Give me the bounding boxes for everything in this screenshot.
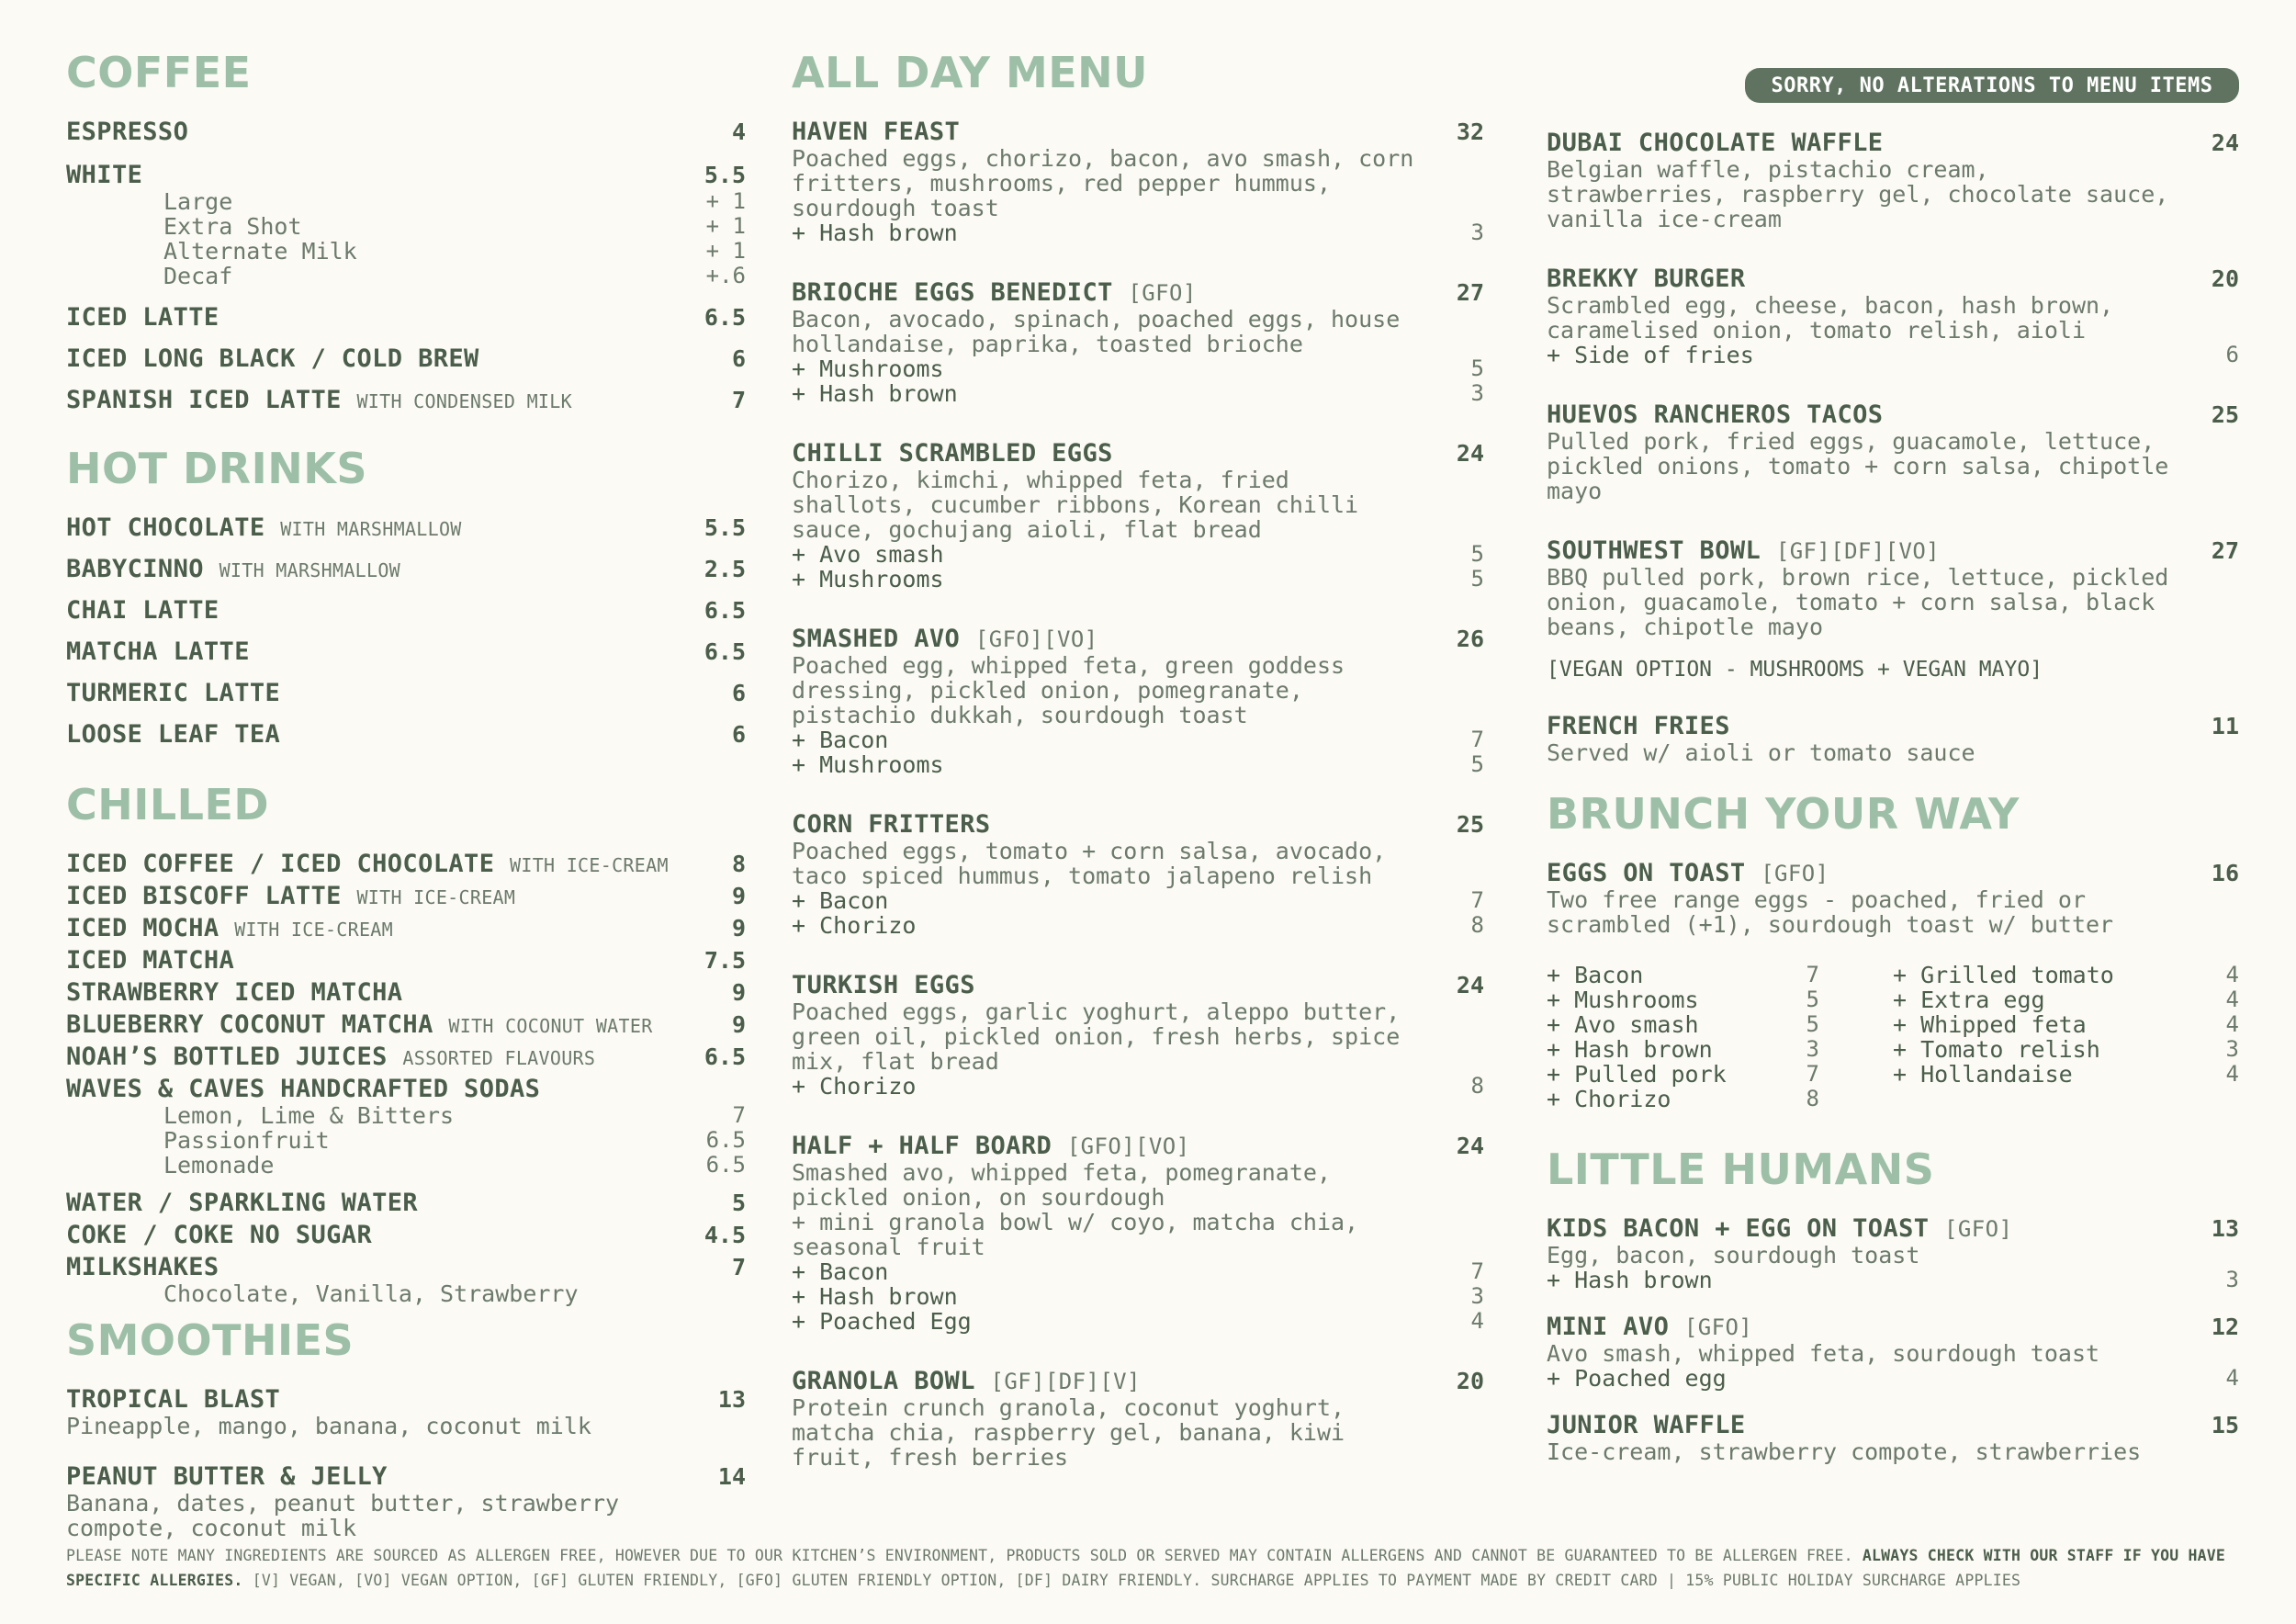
addon-price: 3 (1470, 1283, 1484, 1309)
addon (1547, 1062, 1819, 1087)
menu-item (66, 720, 746, 749)
menu-item (66, 882, 746, 910)
item-price: 13 (717, 1386, 746, 1413)
menu-item-brioche-eggs-benedict (792, 278, 1484, 406)
menu-item-junior-waffle (1547, 1411, 2239, 1464)
item-price: 24 (1456, 1133, 1484, 1159)
item-name: ICED LATTE (66, 303, 219, 332)
right-column (1547, 129, 2239, 1464)
item-name: JUNIOR WAFFLE (1547, 1411, 1746, 1439)
item-price: 12 (2211, 1314, 2239, 1340)
addon-label: + Bacon (792, 727, 889, 753)
sub-option (66, 1281, 746, 1306)
dietary-tag: [GFO] (1128, 280, 1197, 306)
chilled-list (66, 850, 746, 1306)
menu-item (66, 946, 746, 975)
menu-item-water (66, 1189, 746, 1217)
item-name: MATCHA LATTE (66, 637, 250, 666)
menu-item-corn-fritters (792, 810, 1484, 938)
addon-price: 5 (1806, 987, 1819, 1012)
menu-item-granola-bowl (792, 1367, 1484, 1470)
addon-label: + Hash brown (1547, 1036, 1713, 1063)
item-price: 6 (731, 345, 746, 372)
item-name-text: BRIOCHE EGGS BENEDICT (792, 278, 1113, 307)
menu-item-french-fries (1547, 712, 2239, 765)
item-price: 8 (731, 851, 746, 877)
section-title-little-humans: LITTLE HUMANS (1547, 1145, 1935, 1194)
vegan-option-note: [VEGAN OPTION - MUSHROOMS + VEGAN MAYO] (1547, 658, 2043, 682)
item-description: Chorizo, kimchi, whipped feta, fried shallots, cucumber ribbons, Korean chilli sauce, gochujang aioli, flat bread (792, 467, 1359, 543)
item-price: 9 (731, 1011, 746, 1038)
addon-price: 4 (2225, 962, 2239, 987)
item-name-text: NOAH’S BOTTLED JUICES (66, 1043, 388, 1071)
item-name-text: SPANISH ICED LATTE (66, 386, 342, 414)
addon-label: + Side of fries (1547, 342, 1754, 368)
sub-label: Alternate Milk (163, 238, 357, 265)
addon-label: + Bacon (1547, 962, 1644, 988)
menu-item-chilli-scrambled-eggs (792, 439, 1484, 592)
item-description: Pulled pork, fried eggs, guacamole, lettuce, pickled onions, tomato + corn salsa, chipotle mayo (1547, 428, 2169, 504)
item-name: FRENCH FRIES (1547, 712, 1730, 740)
section-title-hot-drinks: HOT DRINKS (66, 444, 367, 493)
item-price: 20 (1456, 1368, 1484, 1394)
item-description: Served w/ aioli or tomato sauce (1547, 739, 1975, 766)
sub-price: 6.5 (705, 1152, 746, 1178)
menu-item-iced-latte (66, 303, 746, 332)
item-description: Poached eggs, chorizo, bacon, avo smash, corn fritters, mushrooms, red pepper hummus, sourdough toast (792, 145, 1414, 221)
dietary-tag: [GFO] (1683, 1314, 1753, 1340)
addon-price: 4 (2225, 987, 2239, 1012)
menu-item (66, 1010, 746, 1039)
item-description: Poached egg, whipped feta, green goddess dressing, pickled onion, pomegranate, pistachio dukkah, sourdough toast (792, 652, 1345, 728)
addon (1893, 987, 2239, 1012)
item-price: 5.5 (703, 162, 746, 188)
item-name-text: SMASHED AVO (792, 625, 961, 653)
addon-price: 3 (2225, 1267, 2239, 1292)
item-price: 16 (2211, 860, 2239, 886)
addon-label: + Poached Egg (792, 1308, 972, 1335)
item-price: 9 (731, 915, 746, 942)
item-name-text: ICED BISCOFF LATTE (66, 882, 342, 910)
item-name-text: KIDS BACON + EGG ON TOAST (1547, 1214, 1930, 1243)
addon-label: + Tomato relish (1893, 1036, 2100, 1063)
item-name (792, 1367, 1141, 1395)
item-note: ASSORTED FLAVOURS (402, 1047, 596, 1069)
item-description: Scrambled egg, cheese, bacon, hash brown, caramelised onion, tomato relish, aioli (1547, 292, 2114, 344)
addon-label: + Mushrooms (792, 751, 944, 778)
brunch-addons-grid (1547, 963, 2239, 1111)
item-description: Belgian waffle, pistachio cream, strawberries, raspberry gel, chocolate sauce, vanilla ice-cream (1547, 156, 2169, 232)
dietary-tag: [GFO] (1761, 861, 1829, 886)
item-name: CHAI LATTE (66, 596, 219, 625)
addon (792, 356, 1484, 381)
item-note: WITH ICE-CREAM (510, 854, 669, 876)
section-title-coffee: COFFEE (66, 48, 252, 97)
item-name (66, 914, 393, 942)
item-price: 9 (731, 883, 746, 909)
addon-label: + Hash brown (792, 1283, 958, 1310)
addon-price: 8 (1806, 1086, 1819, 1111)
item-name: LOOSE LEAF TEA (66, 720, 281, 749)
item-name: WHITE (66, 161, 143, 189)
item-price: 13 (2211, 1215, 2239, 1242)
addon (792, 1284, 1484, 1309)
menu-item-brekky-burger (1547, 265, 2239, 367)
sub-label: Passionfruit (163, 1127, 330, 1154)
menu-item (66, 555, 746, 583)
item-name: TURKISH EGGS (792, 971, 975, 999)
addon (792, 542, 1484, 567)
addon-price: 4 (2225, 1365, 2239, 1391)
menu-item-espresso (66, 118, 746, 146)
addon (792, 752, 1484, 777)
addon-price: 7 (1470, 1258, 1484, 1284)
item-name-text: ICED COFFEE / ICED CHOCOLATE (66, 850, 495, 878)
addon-price: 3 (1470, 220, 1484, 245)
item-name (1547, 859, 1829, 887)
sub-label: Extra Shot (163, 213, 302, 240)
sub-option (66, 1103, 746, 1128)
item-price: 27 (2211, 537, 2239, 564)
menu-item (66, 850, 746, 878)
sub-price: + 1 (705, 238, 746, 264)
menu-item-sodas (66, 1075, 746, 1178)
all-day-menu-column (792, 48, 1484, 1471)
sub-label: Lemon, Lime & Bitters (163, 1102, 455, 1129)
section-title-chilled: CHILLED (66, 780, 270, 829)
no-alterations-banner: SORRY, NO ALTERATIONS TO MENU ITEMS (1745, 68, 2239, 103)
item-name: BREKKY BURGER (1547, 265, 1746, 293)
addon-price: 5 (1470, 751, 1484, 777)
item-note: WITH MARSHMALLOW (280, 518, 462, 540)
item-name (66, 513, 462, 542)
addon-label: + Chorizo (792, 1073, 917, 1100)
item-description: Ice-cream, strawberry compote, strawberries (1547, 1438, 2142, 1465)
addon-label: + Mushrooms (792, 566, 944, 592)
addon (1893, 963, 2239, 987)
item-name: ICED MATCHA (66, 946, 235, 975)
item-name (1547, 536, 1940, 565)
item-description: Smashed avo, whipped feta, pomegranate, pickled onion, on sourdough (792, 1159, 1331, 1211)
addon-price: 3 (1806, 1036, 1819, 1062)
dietary-tag: [GFO] (1944, 1216, 2013, 1242)
item-price: 27 (1456, 279, 1484, 306)
item-description: Egg, bacon, sourdough toast (1547, 1242, 1920, 1269)
section-title-smoothies: SMOOTHIES (66, 1315, 355, 1365)
addon-label: + Hollandaise (1893, 1061, 2073, 1088)
brunch-addons-left (1547, 963, 1893, 1111)
item-price: 14 (717, 1463, 746, 1490)
menu-item-eggs-on-toast (1547, 859, 2239, 937)
dietary-tag: [GF][DF][V] (990, 1369, 1141, 1394)
addon-price: 7 (1806, 962, 1819, 987)
item-price: 5 (731, 1190, 746, 1216)
section-title-brunch-your-way: BRUNCH YOUR WAY (1547, 789, 2020, 839)
sub-label: Lemonade (163, 1152, 275, 1179)
section-title-all-day-menu: ALL DAY MENU (792, 48, 1148, 97)
addon-price: 7 (1470, 887, 1484, 913)
sub-option (66, 1153, 746, 1178)
item-price: 7 (731, 1254, 746, 1280)
addon (1547, 1012, 1819, 1037)
addon-price: 5 (1470, 541, 1484, 567)
item-note: WITH ICE-CREAM (234, 919, 393, 941)
item-price: 24 (1456, 972, 1484, 998)
addon-label: + Hash brown (792, 220, 958, 246)
addon-price: 8 (1470, 912, 1484, 938)
item-note: WITH MARSHMALLOW (219, 559, 401, 581)
menu-item-turkish-eggs (792, 971, 1484, 1099)
sub-price: 6.5 (705, 1127, 746, 1153)
addon-label: + Hash brown (792, 380, 958, 407)
addon-label: + Whipped feta (1893, 1011, 2087, 1038)
item-name (66, 882, 515, 910)
item-name (66, 850, 669, 878)
item-description: Poached eggs, garlic yoghurt, aleppo butter, green oil, pickled onion, fresh herbs, spice mix, flat bread (792, 998, 1401, 1075)
item-name-text: BLUEBERRY COCONUT MATCHA (66, 1010, 433, 1039)
item-name: TURMERIC LATTE (66, 679, 281, 707)
sub-option (66, 239, 746, 264)
item-name: STRAWBERRY ICED MATCHA (66, 978, 403, 1007)
addon-price: 7 (1806, 1061, 1819, 1087)
menu-item (66, 978, 746, 1007)
item-name (66, 555, 400, 583)
item-name: DUBAI CHOCOLATE WAFFLE (1547, 129, 1884, 157)
menu-item (66, 914, 746, 942)
item-name: ICED LONG BLACK / COLD BREW (66, 344, 479, 373)
menu-item-tropical-blast (66, 1385, 746, 1438)
item-name: CORN FRITTERS (792, 810, 991, 839)
addon (1547, 987, 1819, 1012)
menu-item-peanut-butter-jelly (66, 1462, 746, 1540)
item-price: 5.5 (703, 514, 746, 541)
item-name-text: HOT CHOCOLATE (66, 513, 265, 542)
menu-item-milkshakes (66, 1253, 746, 1306)
dietary-tag: [GFO][VO] (974, 626, 1098, 652)
addon-label: + Bacon (792, 1258, 889, 1285)
item-extra: + mini granola bowl w/ coyo, matcha chia, seasonal fruit (792, 1209, 1359, 1260)
sub-option (66, 1128, 746, 1153)
addon (1547, 963, 1819, 987)
item-name: CHILLI SCRAMBLED EGGS (792, 439, 1113, 468)
sub-label: Decaf (163, 263, 233, 289)
item-description: Poached eggs, tomato + corn salsa, avocado, taco spiced hummus, tomato jalapeno relish (792, 838, 1387, 889)
item-price: 11 (2211, 713, 2239, 739)
item-name (1547, 1313, 1752, 1341)
addon-price: 6 (2225, 342, 2239, 367)
addon (792, 888, 1484, 913)
addon (1893, 1062, 2239, 1087)
item-price: 15 (2211, 1412, 2239, 1438)
item-name (66, 1010, 653, 1039)
item-name (792, 625, 1098, 653)
addon (792, 1259, 1484, 1284)
addon-label: + Extra egg (1893, 987, 2045, 1013)
item-price: 32 (1456, 118, 1484, 145)
addon-label: + Pulled pork (1547, 1061, 1727, 1088)
item-price: 7.5 (703, 947, 746, 974)
addon-label: + Bacon (792, 887, 889, 914)
sub-label: Chocolate, Vanilla, Strawberry (163, 1280, 579, 1307)
item-price: 6.5 (703, 304, 746, 331)
addon (792, 381, 1484, 406)
item-name: TROPICAL BLAST (66, 1385, 281, 1414)
item-name (792, 278, 1197, 307)
addon (1547, 1366, 2239, 1391)
addon (792, 1309, 1484, 1334)
menu-item-dubai-chocolate-waffle (1547, 129, 2239, 231)
item-name-text: SOUTHWEST BOWL (1547, 536, 1761, 565)
addon (1547, 1087, 1819, 1111)
addon-label: + Avo smash (1547, 1011, 1699, 1038)
drinks-column (66, 48, 746, 1541)
item-price: 25 (2211, 401, 2239, 428)
menu-item-kids-bacon-egg (1547, 1214, 2239, 1292)
item-name (66, 1043, 595, 1071)
item-price: 6.5 (703, 1043, 746, 1070)
menu-item-spanish-iced-latte (66, 386, 746, 414)
sub-price: +.6 (705, 263, 746, 288)
item-name-text: MINI AVO (1547, 1313, 1670, 1341)
item-name (792, 1132, 1189, 1160)
item-price: 24 (2211, 130, 2239, 156)
footer-warning: ALWAYS CHECK WITH OUR STAFF IF YOU HAVE SPECIFIC ALLERGIES. (66, 1547, 2226, 1589)
addon-price: 4 (2225, 1061, 2239, 1087)
addon-price: 7 (1470, 727, 1484, 752)
item-description: Two free range eggs - poached, fried or scrambled (+1), sourdough toast w/ butter (1547, 886, 2114, 938)
item-note: WITH ICE-CREAM (356, 886, 516, 908)
menu-item-southwest-bowl (1547, 536, 2239, 639)
addon-label: + Poached egg (1547, 1365, 1727, 1392)
item-price: 9 (731, 979, 746, 1006)
footer-text: PLEASE NOTE MANY INGREDIENTS ARE SOURCED AS ALLERGEN FREE, HOWEVER DUE TO OUR KITCHEN’S ENVIRONMENT, PRODUCTS SOLD OR SERVED MAY CONTAIN ALLERGENS AND CANNOT BE GUARANTEED TO BE ALLERGEN FREE. (66, 1547, 1853, 1564)
addon (1547, 1268, 2239, 1292)
addon (1547, 343, 2239, 367)
addon-label: + Chorizo (1547, 1086, 1671, 1112)
hot-drinks-list (66, 513, 746, 749)
item-name-text: HALF + HALF BOARD (792, 1132, 1052, 1160)
menu-item (66, 679, 746, 707)
addon-label: + Grilled tomato (1893, 962, 2114, 988)
item-name (1547, 1214, 2012, 1243)
item-price: 6 (731, 680, 746, 706)
item-price: 26 (1456, 626, 1484, 652)
sub-option (66, 264, 746, 288)
footer-legend: [V] VEGAN, [VO] VEGAN OPTION, [GF] GLUTEN FRIENDLY, [GFO] GLUTEN FRIENDLY OPTION, [DF] DAIRY FRIENDLY. SURCHARGE APPLIES TO PAYMENT MADE BY CREDIT CARD | 15% PUBLIC HOLIDAY SURCHARGE APPLIES (252, 1572, 2021, 1589)
item-name-text: EGGS ON TOAST (1547, 859, 1746, 887)
addon-price: 5 (1470, 566, 1484, 592)
menu-item (66, 513, 746, 542)
addon-price: 3 (2225, 1036, 2239, 1062)
item-description: Bacon, avocado, spinach, poached eggs, house hollandaise, paprika, toasted brioche (792, 306, 1401, 357)
item-price: 2.5 (703, 556, 746, 582)
allergen-footer (66, 1543, 2243, 1593)
menu-item-coke (66, 1221, 746, 1249)
item-price: 25 (1456, 811, 1484, 838)
menu-item-half-half-board (792, 1132, 1484, 1334)
item-name-text: BABYCINNO (66, 555, 204, 583)
item-price: 20 (2211, 265, 2239, 292)
item-name: PEANUT BUTTER & JELLY (66, 1462, 388, 1491)
item-name: HUEVOS RANCHEROS TACOS (1547, 400, 1884, 429)
item-name: MILKSHAKES (66, 1253, 219, 1281)
item-name: WATER / SPARKLING WATER (66, 1189, 419, 1217)
item-name: WAVES & CAVES HANDCRAFTED SODAS (66, 1075, 541, 1103)
item-description: Banana, dates, peanut butter, strawberry compote, coconut milk (66, 1490, 620, 1541)
item-name: HAVEN FEAST (792, 118, 961, 146)
sub-option (66, 189, 746, 214)
addon-price: 8 (1470, 1073, 1484, 1099)
menu-item-white (66, 161, 746, 288)
addon (1893, 1012, 2239, 1037)
sub-price: + 1 (705, 188, 746, 214)
addon-price: 5 (1806, 1011, 1819, 1037)
addon (1893, 1037, 2239, 1062)
dietary-tag: [GF][DF][VO] (1775, 538, 1941, 564)
addon-label: + Avo smash (792, 541, 944, 568)
item-price: 4 (731, 118, 746, 145)
item-price: 6.5 (703, 597, 746, 624)
addon-label: + Hash brown (1547, 1267, 1713, 1293)
dietary-tag: [GFO][VO] (1066, 1133, 1190, 1159)
item-description: BBQ pulled pork, brown rice, lettuce, pickled onion, guacamole, tomato + corn salsa, black beans, chipotle mayo (1547, 564, 2169, 640)
item-note: WITH CONDENSED MILK (356, 390, 572, 412)
item-name: ESPRESSO (66, 118, 189, 146)
addon-price: 3 (1470, 380, 1484, 406)
sub-price: 7 (732, 1102, 746, 1128)
item-name (66, 386, 572, 414)
addon (792, 913, 1484, 938)
item-price: 6.5 (703, 638, 746, 665)
menu-item-iced-long-black (66, 344, 746, 373)
addon-price: 4 (2225, 1011, 2239, 1037)
addon (1547, 1037, 1819, 1062)
item-name-text: ICED MOCHA (66, 914, 219, 942)
menu-item (66, 1043, 746, 1071)
item-description: Pineapple, mango, banana, coconut milk (66, 1413, 591, 1439)
addon-price: 5 (1470, 355, 1484, 381)
item-price: 6 (731, 721, 746, 748)
item-description: Protein crunch granola, coconut yoghurt, matcha chia, raspberry gel, banana, kiwi fruit, fresh berries (792, 1394, 1345, 1471)
brunch-addons-right (1893, 963, 2239, 1111)
item-name: COKE / COKE NO SUGAR (66, 1221, 373, 1249)
addon (792, 220, 1484, 245)
addon-label: + Mushrooms (792, 355, 944, 382)
addon (792, 727, 1484, 752)
sub-option (66, 214, 746, 239)
item-price: 7 (731, 387, 746, 413)
sub-price: + 1 (705, 213, 746, 239)
menu-item-smashed-avo (792, 625, 1484, 777)
addon-label: + Mushrooms (1547, 987, 1699, 1013)
addon (792, 567, 1484, 592)
menu-item (66, 637, 746, 666)
menu-item-haven-feast (792, 118, 1484, 245)
menu-item (66, 596, 746, 625)
menu-item-mini-avo (1547, 1313, 2239, 1391)
sub-label: Large (163, 188, 233, 215)
item-note: WITH COCONUT WATER (448, 1015, 653, 1037)
item-price: 4.5 (703, 1222, 746, 1248)
addon-label: + Chorizo (792, 912, 917, 939)
addon-price: 4 (1470, 1308, 1484, 1334)
addon (792, 1074, 1484, 1099)
item-name-text: GRANOLA BOWL (792, 1367, 975, 1395)
menu-item-huevos-rancheros (1547, 400, 2239, 503)
item-description: Avo smash, whipped feta, sourdough toast (1547, 1340, 2100, 1367)
item-price: 24 (1456, 440, 1484, 467)
